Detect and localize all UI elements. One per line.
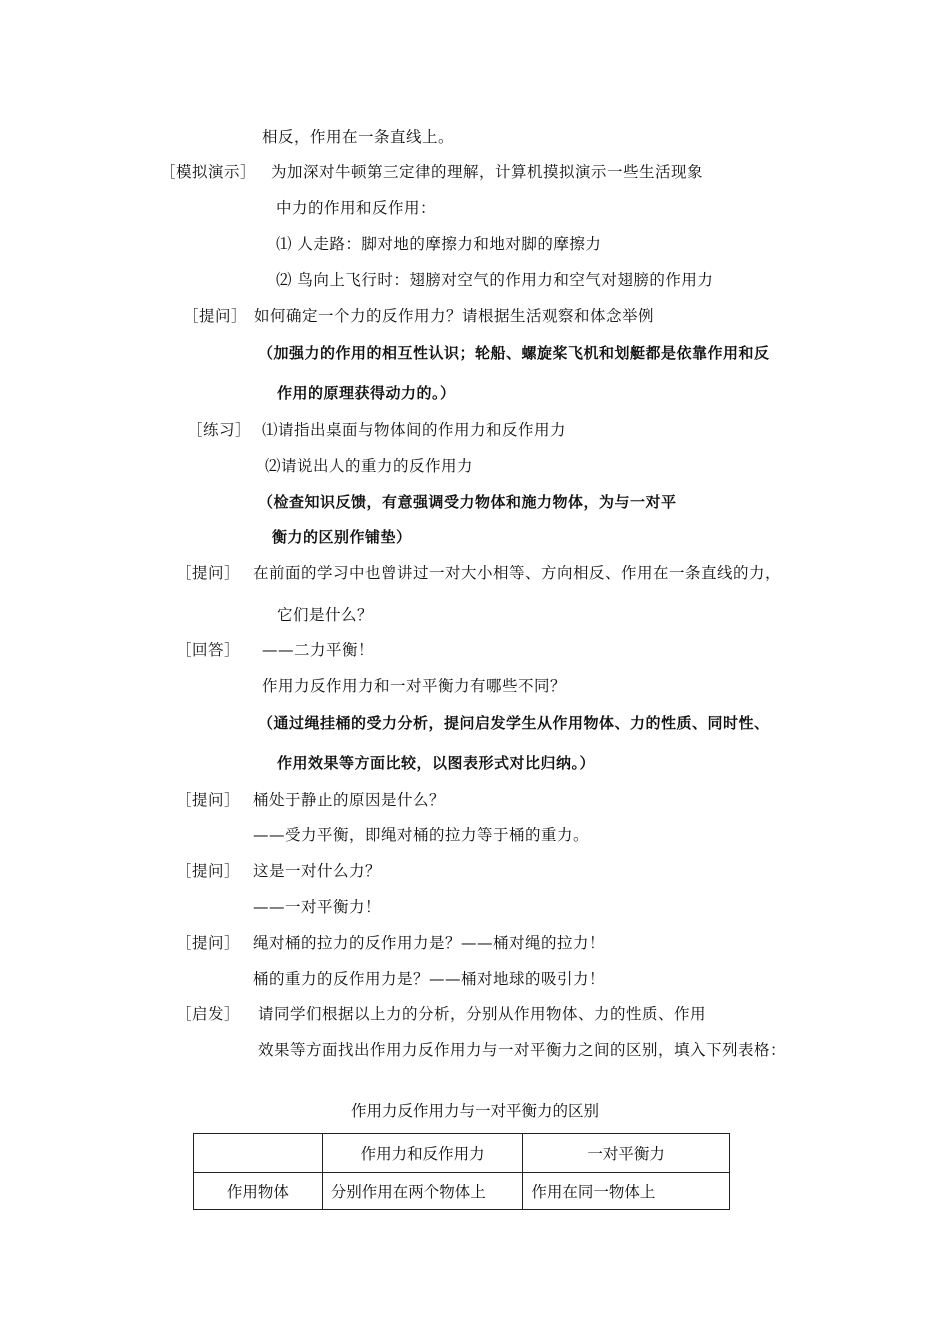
table-header-cell — [194, 1134, 323, 1173]
label-question-4: ［提问］ — [176, 862, 241, 880]
label-question-5: ［提问］ — [176, 934, 241, 952]
label-question-3: ［提问］ — [176, 791, 241, 809]
line-10: ⑵请说出人的重力的反作用力 — [265, 457, 474, 475]
table-header-row — [194, 1134, 730, 1173]
label-answer: ［回答］ — [176, 641, 241, 659]
line-6: 如何确定一个力的反作用力？请根据生活观察和体念举例 — [254, 307, 655, 325]
line-2: 为加深对牛顿第三定律的理解，计算机摸拟演示一些生活现象 — [271, 163, 704, 181]
line-9: ⑴请指出桌面与物体间的作用力和反作用力 — [262, 421, 567, 439]
label-exercise: ［练习］ — [187, 421, 252, 439]
line-11: （检查知识反馈，有意强调受力物体和施力物体，为与一对平 — [258, 493, 677, 511]
line-23: 绳对桶的拉力的反作用力是？——桶对绳的拉力！ — [253, 934, 606, 952]
line-7: （加强力的作用的相互性认识；轮船、螺旋桨飞机和划艇都是依靠作用和反 — [258, 344, 770, 362]
line-3: 中力的作用和反作用： — [276, 199, 437, 217]
line-16: 作用力反作用力和一对平衡力有哪些不同？ — [262, 677, 567, 695]
label-question-1: ［提问］ — [183, 307, 248, 325]
line-26: 效果等方面找出作用力反作用力与一对平衡力之间的区别，填入下列表格： — [258, 1041, 787, 1059]
line-13: 在前面的学习中也曾讲过一对大小相等、方向相反、作用在一条直线的力， — [253, 564, 782, 582]
line-24: 桶的重力的反作用力是？——桶对地球的吸引力！ — [253, 970, 606, 988]
line-4: ⑴ 人走路：脚对地的摩擦力和地对脚的摩擦力 — [276, 235, 602, 253]
table-row — [194, 1173, 730, 1210]
table-cell: 分别作用在两个物体上 — [322, 1173, 523, 1210]
table-cell: 作用物体 — [194, 1173, 323, 1210]
line-18: 作用效果等方面比较，以图表形式对比归纳。） — [277, 754, 596, 772]
line-14: 它们是什么？ — [277, 606, 374, 624]
line-20: ——受力平衡，即绳对桶的拉力等于桶的重力。 — [253, 826, 590, 844]
table-caption: 作用力反作用力与一对平衡力的区别 — [350, 1102, 599, 1120]
line-21: 这是一对什么力？ — [253, 862, 382, 880]
line-22: ——一对平衡力！ — [253, 898, 382, 916]
line-12: 衡力的区别作铺垫） — [272, 528, 412, 546]
label-inspire: ［启发］ — [176, 1005, 241, 1023]
comparison-table — [193, 1133, 730, 1210]
label-question-2: ［提问］ — [176, 564, 241, 582]
table-header-cell: 作用力和反作用力 — [322, 1134, 523, 1173]
line-8: 作用的原理获得动力的。） — [277, 384, 456, 402]
line-15: ——二力平衡！ — [262, 641, 375, 659]
line-1: 相反，作用在一条直线上。 — [262, 128, 455, 146]
label-simulation-demo: ［模拟演示］ — [160, 163, 257, 181]
line-19: 桶处于静止的原因是什么？ — [253, 791, 446, 809]
table-header-cell: 一对平衡力 — [523, 1134, 730, 1173]
line-25: 请同学们根据以上力的分析，分别从作用物体、力的性质、作用 — [258, 1005, 707, 1023]
table-cell: 作用在同一物体上 — [523, 1173, 730, 1210]
line-5: ⑵ 鸟向上飞行时：翅膀对空气的作用力和空气对翅膀的作用力 — [276, 271, 714, 289]
line-17: （通过绳挂桶的受力分析，提问启发学生从作用物体、力的性质、同时性、 — [258, 714, 770, 732]
